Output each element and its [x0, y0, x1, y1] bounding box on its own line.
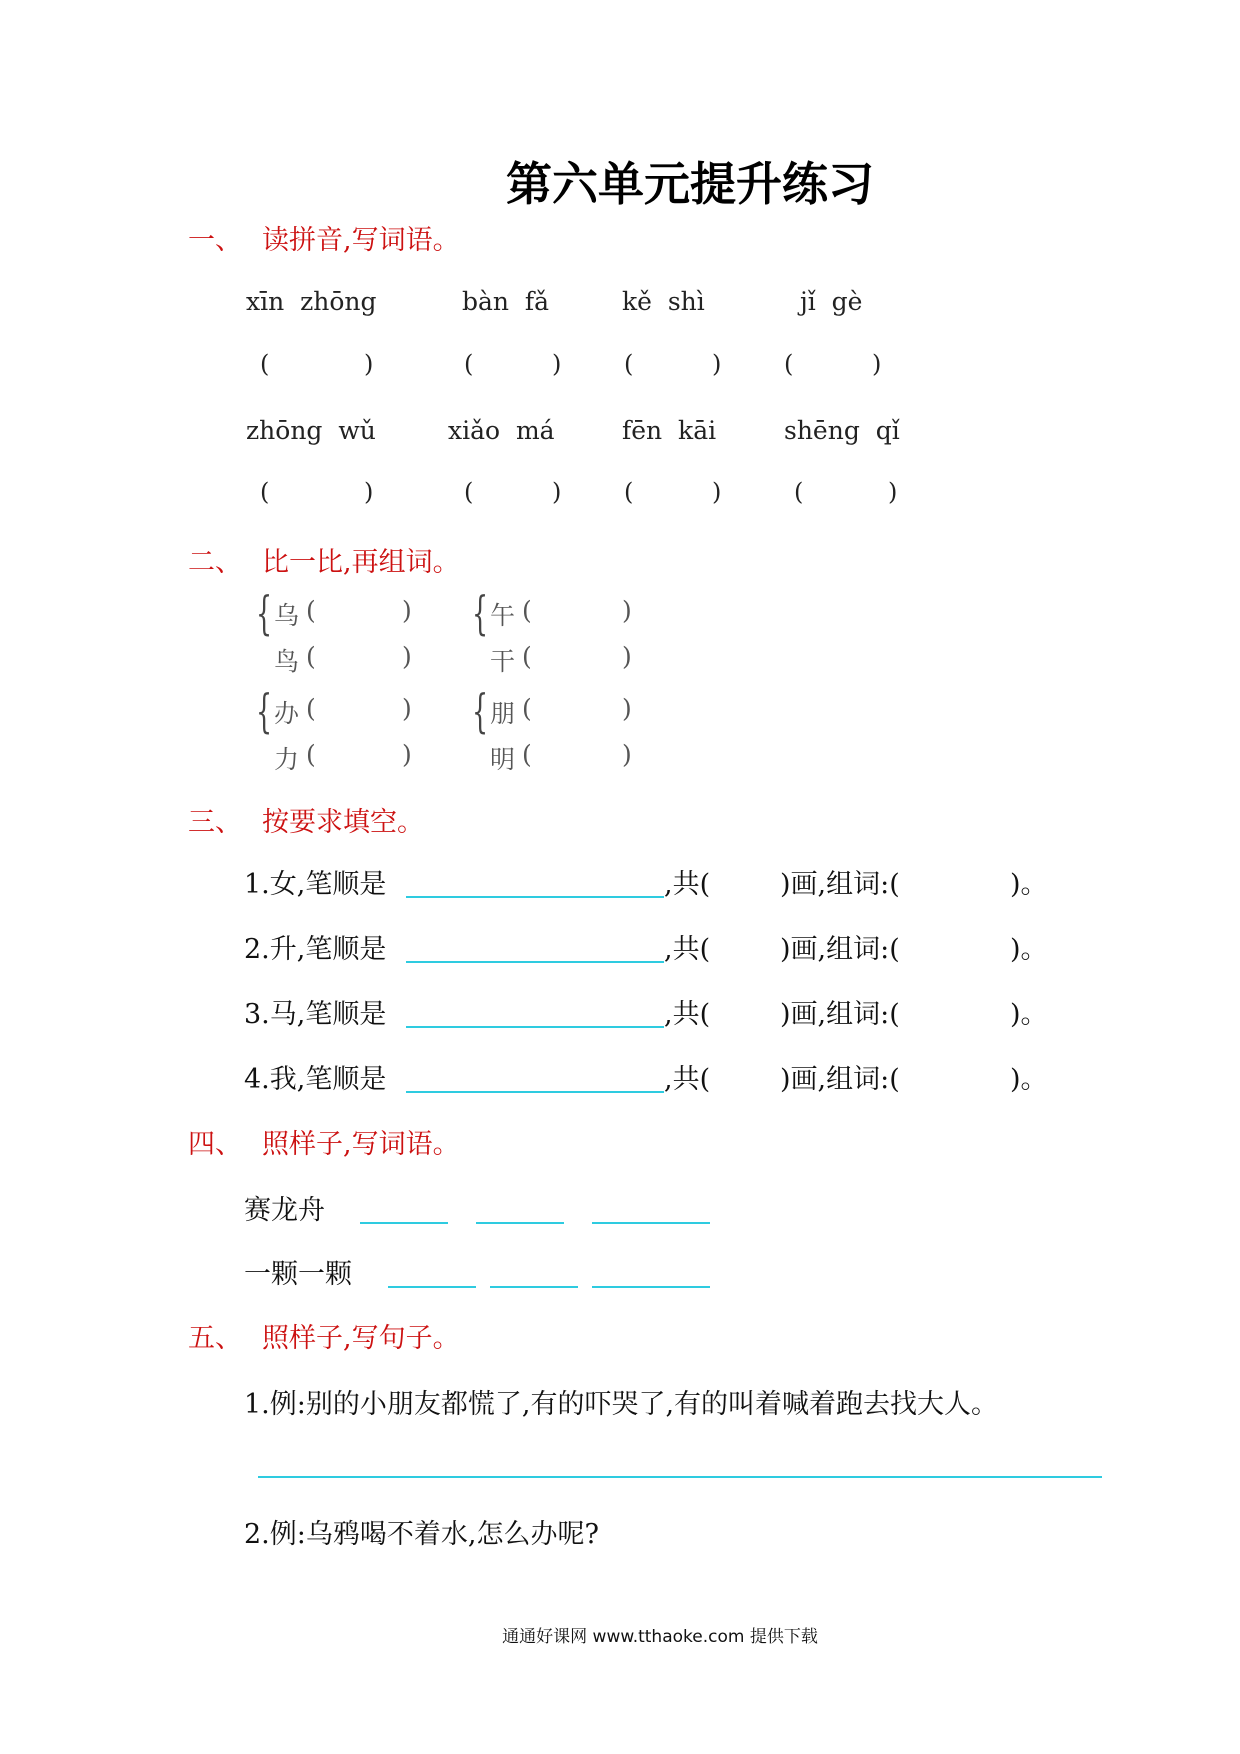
answer-open-paren: (: [522, 642, 532, 671]
compare-char: 干: [490, 647, 516, 676]
answer-close-paren: ): [402, 694, 412, 723]
section-number: 五、: [188, 1323, 242, 1354]
section-1-heading: [188, 218, 460, 257]
pinyin-2: bàn fǎ: [462, 287, 550, 316]
fill-prefix: 2.升,笔顺是: [244, 934, 387, 965]
answer-close-paren: ): [712, 478, 722, 506]
section-number: 三、: [188, 807, 242, 838]
answer-open-paren: (: [260, 350, 270, 378]
word-blank[interactable]: [476, 1222, 564, 1224]
answer-open-paren: (: [464, 350, 474, 378]
fill-end: )。: [1010, 934, 1048, 965]
compare-char: 鸟: [274, 647, 300, 676]
fill-mid2: )画,组词:(: [780, 1064, 900, 1095]
word-example: 赛龙舟: [244, 1195, 325, 1226]
answer-close-paren: ): [622, 642, 632, 671]
answer-close-paren: ): [872, 350, 882, 378]
answer-open-paren: (: [306, 740, 316, 769]
answer-open-paren: (: [624, 350, 634, 378]
pinyin-8: shēng qǐ: [784, 416, 900, 445]
fill-prefix: 4.我,笔顺是: [244, 1064, 387, 1095]
compare-char: 朋: [490, 699, 516, 728]
brace-icon: {: [256, 586, 273, 640]
answer-close-paren: ): [402, 642, 412, 671]
answer-close-paren: ): [622, 694, 632, 723]
fill-end: )。: [1010, 999, 1048, 1030]
word-blank[interactable]: [360, 1222, 448, 1224]
section-2-heading: [188, 540, 460, 579]
stroke-order-blank[interactable]: [406, 896, 664, 898]
section-label: 照样子,写词语。: [262, 1129, 460, 1160]
footer-text: 通通好课网 www.tthaoke.com 提供下载: [502, 1627, 818, 1647]
fill-mid2: )画,组词:(: [780, 999, 900, 1030]
section-number: 四、: [188, 1129, 242, 1160]
section-label: 按要求填空。: [262, 807, 424, 838]
compare-char: 午: [490, 601, 516, 630]
pinyin-5: zhōng wǔ: [246, 416, 376, 445]
section-label: 照样子,写句子。: [262, 1323, 460, 1354]
pinyin-7: fēn kāi: [622, 416, 717, 445]
answer-open-paren: (: [784, 350, 794, 378]
answer-open-paren: (: [794, 478, 804, 506]
answer-open-paren: (: [522, 740, 532, 769]
brace-icon: {: [256, 684, 273, 738]
answer-open-paren: (: [624, 478, 634, 506]
answer-open-paren: (: [522, 694, 532, 723]
answer-open-paren: (: [464, 478, 474, 506]
answer-close-paren: ): [552, 350, 562, 378]
sentence-blank[interactable]: [258, 1476, 1102, 1478]
section-number: 二、: [188, 547, 242, 578]
fill-prefix: 3.马,笔顺是: [244, 999, 387, 1030]
answer-close-paren: ): [622, 596, 632, 625]
fill-mid2: )画,组词:(: [780, 869, 900, 900]
stroke-order-blank[interactable]: [406, 961, 664, 963]
section-label: 比一比,再组词。: [262, 547, 460, 578]
stroke-order-blank[interactable]: [406, 1026, 664, 1028]
pinyin-6: xiǎo má: [448, 416, 555, 445]
section-5-heading: [188, 1316, 460, 1355]
compare-char: 办: [274, 699, 300, 728]
fill-end: )。: [1010, 869, 1048, 900]
fill-mid: ,共(: [664, 1064, 711, 1095]
word-example: 一颗一颗: [244, 1259, 352, 1290]
answer-open-paren: (: [522, 596, 532, 625]
pinyin-4: jǐ gè: [800, 287, 863, 316]
page-title: 第六单元提升练习: [506, 157, 874, 211]
fill-mid2: )画,组词:(: [780, 934, 900, 965]
answer-close-paren: ): [402, 596, 412, 625]
fill-mid: ,共(: [664, 999, 711, 1030]
word-blank[interactable]: [490, 1286, 578, 1288]
compare-char: 乌: [274, 601, 300, 630]
answer-open-paren: (: [306, 694, 316, 723]
fill-prefix: 1.女,笔顺是: [244, 869, 387, 900]
fill-end: )。: [1010, 1064, 1048, 1095]
section-3-heading: [188, 800, 424, 839]
section-4-heading: [188, 1122, 460, 1161]
section-number: 一、: [188, 225, 242, 256]
answer-open-paren: (: [260, 478, 270, 506]
brace-icon: {: [472, 586, 489, 640]
pinyin-3: kě shì: [622, 287, 705, 316]
word-blank[interactable]: [592, 1286, 710, 1288]
answer-open-paren: (: [306, 642, 316, 671]
brace-icon: {: [472, 684, 489, 738]
answer-close-paren: ): [888, 478, 898, 506]
pinyin-1: xīn zhōng: [246, 287, 377, 316]
fill-mid: ,共(: [664, 934, 711, 965]
answer-close-paren: ): [712, 350, 722, 378]
sentence-example: 1.例:别的小朋友都慌了,有的吓哭了,有的叫着喊着跑去找大人。: [244, 1389, 999, 1420]
compare-char: 力: [274, 745, 300, 774]
answer-close-paren: ): [552, 478, 562, 506]
answer-open-paren: (: [306, 596, 316, 625]
word-blank[interactable]: [388, 1286, 476, 1288]
section-label: 读拼音,写词语。: [262, 225, 460, 256]
word-blank[interactable]: [592, 1222, 710, 1224]
fill-mid: ,共(: [664, 869, 711, 900]
answer-close-paren: ): [364, 478, 374, 506]
answer-close-paren: ): [402, 740, 412, 769]
answer-close-paren: ): [364, 350, 374, 378]
answer-close-paren: ): [622, 740, 632, 769]
stroke-order-blank[interactable]: [406, 1091, 664, 1093]
sentence-example: 2.例:乌鸦喝不着水,怎么办呢?: [244, 1519, 599, 1550]
compare-char: 明: [490, 745, 516, 774]
